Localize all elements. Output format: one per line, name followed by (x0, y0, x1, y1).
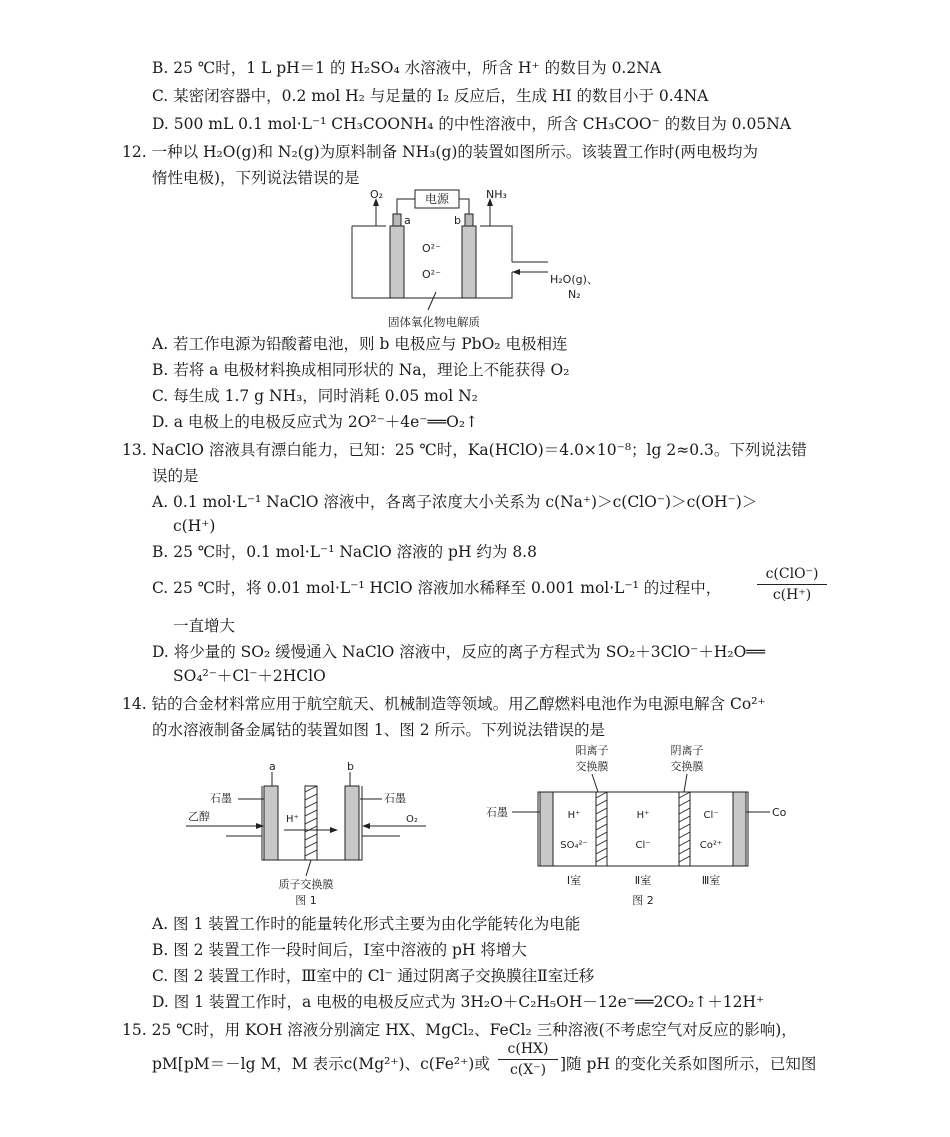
q13-option-a-line2: c(H⁺) (173, 517, 216, 535)
q12-option-a: A. 若工作电源为铅酸蓄电池，则 b 电极应与 PbO₂ 电极相连 (152, 335, 568, 353)
fraction-denominator: c(H⁺) (772, 587, 812, 603)
fig2-room1-ion-2: SO₄²⁻ (560, 840, 588, 851)
q12-option-d: D. a 电极上的电极反应式为 2O²⁻＋4e⁻══O₂↑ (152, 413, 479, 431)
fig1-o2-label: O₂ (406, 814, 418, 825)
fig2-room3-ion-1: Cl⁻ (703, 810, 719, 821)
q11-option-d: D. 500 mL 0.1 mol·L⁻¹ CH₃COONH₄ 的中性溶液中，所含 CH₃COO⁻ 的数目为 0.05NA (152, 115, 791, 133)
q14-stem-line1: 14. 钴的合金材料常应用于航空航天、机械制造等领域。用乙醇燃料电池作为电源电解含 Co²⁺ (122, 695, 766, 713)
fig1-graphite-left: 石墨 (210, 792, 232, 805)
electrode-a-label: a (404, 214, 411, 227)
q13-option-c-fraction (757, 565, 827, 604)
fig2-anion-membrane-label-2: 交换膜 (670, 760, 704, 773)
fig2-caption: 图 2 (632, 894, 654, 907)
q12-stem-line2: 惰性电极)，下列说法错误的是 (152, 169, 360, 187)
q13-stem-line2: 误的是 (152, 467, 199, 485)
fig1-anode (264, 786, 278, 860)
fig2-anion-membrane-label-1: 阴离子 (670, 744, 704, 757)
q15-stem-line1: 15. 25 ℃时，用 KOH 溶液分别滴定 HX、MgCl₂、FeCl₂ 三种溶液(不考虑空气对反应的影响)， (122, 1021, 797, 1039)
fig2-room3-label: Ⅲ室 (701, 874, 721, 887)
electrolyte-caption: 固体氧化物电解质 (388, 315, 480, 329)
oxide-ion-2: O²⁻ (422, 268, 441, 281)
fig1-ethanol-label: 乙醇 (188, 810, 210, 823)
feed-label-1: H₂O(g)、 (550, 273, 598, 286)
q13-stem-line1: 13. NaClO 溶液具有漂白能力，已知：25 ℃时，Ka(HClO)＝4.0×10⁻⁸；lg 2≈0.3。下列说法错 (122, 441, 807, 459)
fig2-cobalt-electrode (733, 792, 746, 866)
fig1-terminal-b: b (347, 760, 354, 773)
fig2-graphite-electrode (540, 792, 553, 866)
q12-apparatus-figure (340, 186, 630, 332)
q14-figure-2 (482, 742, 802, 910)
fig2-room1-label: Ⅰ室 (566, 874, 582, 887)
q13-option-c-line1: C. 25 ℃时，将 0.01 mol·L⁻¹ HClO 溶液加水稀释至 0.001 mol·L⁻¹ 的过程中， (152, 579, 722, 597)
fraction-numerator: c(ClO⁻) (765, 566, 819, 582)
electrode-a (390, 226, 404, 298)
fig1-proton-label: H⁺ (286, 814, 299, 825)
fig1-caption: 图 1 (295, 894, 317, 907)
q12-option-b: B. 若将 a 电极材料换成相同形状的 Na，理论上不能获得 O₂ (152, 361, 570, 379)
power-label: 电源 (424, 192, 450, 206)
q11-option-c: C. 某密闭容器中，0.2 mol H₂ 与足量的 I₂ 反应后，生成 HI 的数目小于 0.4NA (152, 87, 709, 105)
nh3-label: NH₃ (486, 188, 507, 201)
q12-option-c: C. 每生成 1.7 g NH₃，同时消耗 0.05 mol N₂ (152, 387, 478, 405)
feed-label-2: N₂ (568, 288, 581, 301)
fig2-graphite-label: 石墨 (486, 806, 508, 819)
o2-label: O₂ (370, 188, 384, 201)
q15-fraction-numerator: c(HX) (507, 1041, 549, 1057)
fig2-room2-ion-2: Cl⁻ (635, 840, 651, 851)
q14-figure-1 (180, 758, 430, 908)
fig2-room3-ion-2: Co²⁺ (699, 840, 723, 851)
fig1-cathode (345, 786, 359, 860)
q14-option-d: D. 图 1 装置工作时，a 电极的电极反应式为 3H₂O＋C₂H₅OH－12e⁻══2CO₂↑＋12H⁺ (152, 993, 765, 1011)
fig1-terminal-a: a (269, 760, 276, 773)
q15-fraction-denominator: c(X⁻) (509, 1062, 547, 1078)
q13-option-b: B. 25 ℃时，0.1 mol·L⁻¹ NaClO 溶液的 pH 约为 8.8 (152, 543, 537, 561)
q15-stem-line2-part1: pM[pM＝－lg M，M 表示c(Mg²⁺)、c(Fe²⁺)或 (152, 1055, 490, 1073)
q13-option-c-line2: 一直增大 (173, 617, 236, 635)
q13-option-a-line1: A. 0.1 mol·L⁻¹ NaClO 溶液中，各离子浓度大小关系为 c(Na⁺)＞c(ClO⁻)＞c(OH⁻)＞ (152, 493, 758, 511)
electrode-b-label: b (454, 214, 461, 227)
fig2-room2-ion-1: H⁺ (636, 810, 650, 821)
fig2-vessel (538, 792, 748, 866)
q11-option-b: B. 25 ℃时，1 L pH＝1 的 H₂SO₄ 水溶液中，所含 H⁺ 的数目为 0.2NA (152, 59, 661, 77)
fig2-cation-membrane-label-2: 交换膜 (575, 760, 609, 773)
oxide-ion-1: O²⁻ (422, 242, 441, 255)
q14-option-c: C. 图 2 装置工作时，Ⅲ室中的 Cl⁻ 通过阴离子交换膜往Ⅱ室迁移 (152, 967, 595, 985)
q12-stem-line1: 12. 一种以 H₂O(g)和 N₂(g)为原料制备 NH₃(g)的装置如图所示。该装置工作时(两电极均为 (122, 143, 758, 161)
q14-option-a: A. 图 1 装置工作时的能量转化形式主要为由化学能转化为电能 (152, 915, 581, 933)
electrode-b (462, 226, 476, 298)
fig2-cation-membrane-label-1: 阳离子 (575, 744, 609, 757)
q13-option-d-line1: D. 将少量的 SO₂ 缓慢通入 NaClO 溶液中，反应的离子方程式为 SO₂＋3ClO⁻＋H₂O══ (152, 643, 765, 661)
q14-stem-line2: 的水溶液制备金属钴的装置如图 1、图 2 所示。下列说法错误的是 (152, 721, 606, 739)
fig2-room2-label: Ⅱ室 (634, 874, 652, 887)
q14-option-b: B. 图 2 装置工作一段时间后，Ⅰ室中溶液的 pH 将增大 (152, 941, 527, 959)
fig1-membrane-caption: 质子交换膜 (278, 878, 334, 891)
fig1-graphite-right: 石墨 (384, 792, 406, 805)
fig2-cobalt-label: Co (772, 806, 787, 819)
q13-option-d-line2: SO₄²⁻＋Cl⁻＋2HClO (173, 667, 326, 685)
fig2-room1-ion-1: H⁺ (567, 810, 581, 821)
q15-fraction (498, 1040, 558, 1079)
q15-stem-line2-part2: ]随 pH 的变化关系如图所示，已知图 (560, 1055, 817, 1073)
